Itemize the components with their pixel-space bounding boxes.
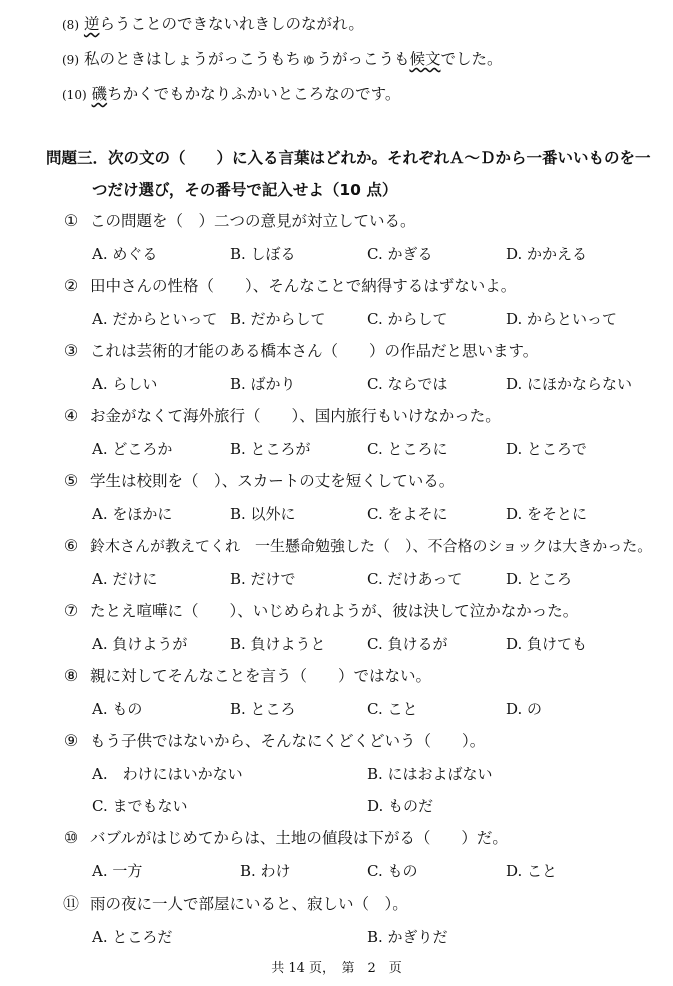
option-c[interactable]: C. ならでは: [367, 375, 448, 393]
option-b[interactable]: B. しぼる: [230, 245, 296, 263]
question-2: [62, 276, 516, 296]
reading-item-8: [62, 14, 364, 35]
item-text-post: ちかくでもかなりふかいところなのです。: [107, 85, 401, 103]
question-10: [62, 828, 508, 848]
question-number: ②: [63, 276, 79, 295]
question-1: [62, 211, 416, 231]
question-5: [62, 471, 454, 491]
options-row-1: [92, 244, 673, 264]
option-a[interactable]: A. をほかに: [92, 505, 173, 523]
option-a[interactable]: A. わけにはいかない: [92, 765, 243, 783]
options-row-11: [92, 927, 673, 947]
option-c[interactable]: C. をよそに: [367, 505, 448, 523]
option-d[interactable]: D. こと: [506, 862, 558, 880]
question-text: 鈴木さんが教えてくれ 一生懸命勉強した（ ）、不合格のショックは大きかった。: [90, 537, 653, 555]
underlined-word: 逆: [83, 15, 100, 33]
option-a[interactable]: A. もの: [92, 700, 143, 718]
question-number: ⑩: [63, 828, 79, 847]
options-row-7: [92, 634, 673, 654]
question-9: [62, 731, 485, 751]
option-d[interactable]: D. をそとに: [506, 505, 588, 523]
item-number: (9): [62, 53, 79, 67]
question-text: お金がなくて海外旅行（ ）、国内旅行もいけなかった。: [90, 407, 501, 425]
question-number: ⑥: [63, 536, 79, 555]
question-text: 雨の夜に一人で部屋にいると、寂しい（ ）。: [90, 895, 408, 913]
option-b[interactable]: B. 以外に: [230, 505, 296, 523]
option-c[interactable]: C. かぎる: [367, 245, 433, 263]
section-heading-line2: つだけ選び，その番号で記入せよ（10 点）: [92, 181, 398, 199]
option-b[interactable]: B. ばかり: [230, 375, 296, 393]
option-d[interactable]: D. ところ: [506, 570, 573, 588]
reading-item-9: [62, 49, 502, 70]
option-c[interactable]: C. ところに: [367, 440, 448, 458]
option-c[interactable]: C. からして: [367, 310, 448, 328]
option-b[interactable]: B. わけ: [240, 862, 291, 880]
option-c[interactable]: C. もの: [367, 862, 418, 880]
reading-item-10: [62, 84, 400, 105]
question-8: [62, 666, 431, 686]
option-a[interactable]: A. 一方: [92, 862, 143, 880]
options-row-3: [92, 374, 673, 394]
question-text: 親に対してそんなことを言う（ ）ではない。: [90, 667, 432, 685]
option-a[interactable]: A. 負けようが: [92, 635, 188, 653]
question-7: [62, 601, 578, 621]
option-d[interactable]: D. の: [506, 700, 543, 718]
options-row-9b: [92, 796, 673, 816]
question-number: ⑧: [63, 666, 79, 685]
option-a[interactable]: A. めぐる: [92, 245, 158, 263]
option-a[interactable]: A. どころか: [92, 440, 173, 458]
question-text: たとえ喧嘩に（ ）、いじめられようが、彼は決して泣かなかった。: [90, 602, 579, 620]
option-d[interactable]: D. ところで: [506, 440, 587, 458]
question-text: バブルがはじめてからは、土地の値段は下がる（ ）だ。: [90, 829, 508, 847]
option-b[interactable]: B. かぎりだ: [367, 928, 448, 946]
item-number: (8): [62, 18, 79, 32]
option-b[interactable]: B. 負けようと: [230, 635, 326, 653]
options-row-4: [92, 439, 673, 459]
option-b[interactable]: B. だからして: [230, 310, 326, 328]
option-c[interactable]: C. だけあって: [367, 570, 463, 588]
option-b[interactable]: B. ところ: [230, 700, 296, 718]
question-6: [62, 536, 652, 556]
item-number: (10): [62, 88, 87, 102]
option-c[interactable]: C. こと: [367, 700, 418, 718]
option-c[interactable]: C. 負けるが: [367, 635, 448, 653]
item-text-post: でした。: [440, 50, 503, 68]
option-d[interactable]: D. にほかならない: [506, 375, 633, 393]
question-3: [62, 341, 538, 361]
options-row-5: [92, 504, 673, 524]
option-d[interactable]: D. かかえる: [506, 245, 588, 263]
question-number: ⑨: [63, 731, 79, 750]
option-a[interactable]: A. らしい: [92, 375, 158, 393]
item-text-post: らうことのできないれきしのながれ。: [99, 15, 364, 33]
option-d[interactable]: D. ものだ: [367, 797, 434, 815]
underlined-word: 候文: [409, 50, 441, 68]
option-d[interactable]: D. からといって: [506, 310, 618, 328]
option-b[interactable]: B. だけで: [230, 570, 296, 588]
question-number: ⑤: [63, 471, 79, 490]
option-a[interactable]: A. だからといって: [92, 310, 218, 328]
question-text: もう子供ではないから、そんなにくどくどいう（ ）。: [90, 732, 486, 750]
option-a[interactable]: A. ところだ: [92, 928, 173, 946]
question-text: 田中さんの性格（ ）、そんなことで納得するはずないよ。: [90, 277, 517, 295]
question-11: [62, 894, 408, 914]
option-c[interactable]: C. までもない: [92, 797, 188, 815]
option-a[interactable]: A. だけに: [92, 570, 158, 588]
options-row-2: [92, 309, 673, 329]
question-number: ⑦: [63, 601, 79, 620]
question-text: 学生は校則を（ ）、スカートの丈を短くしている。: [90, 472, 455, 490]
question-text: これは芸術的才能のある橋本さん（ ）の作品だと思います。: [90, 342, 539, 360]
page-footer: 共 14 页， 第 2 页: [271, 961, 402, 976]
question-text: この問題を（ ）二つの意見が対立している。: [90, 212, 416, 230]
question-number: ③: [63, 341, 79, 360]
options-row-10: [92, 861, 673, 881]
option-b[interactable]: B. にはおよばない: [367, 765, 493, 783]
question-number: ④: [63, 406, 79, 425]
question-4: [62, 406, 501, 426]
options-row-9a: [92, 764, 673, 784]
options-row-6: [92, 569, 673, 589]
question-number: ①: [63, 211, 79, 230]
options-row-8: [92, 699, 673, 719]
underlined-word: 磯: [91, 85, 108, 103]
option-b[interactable]: B. ところが: [230, 440, 311, 458]
option-d[interactable]: D. 負けても: [506, 635, 588, 653]
question-number: ⑪: [62, 894, 79, 913]
section-heading-line1: 問題三．次の文の（ ）に入る言葉はどれか。それぞれＡ～Ｄから一番いいものを一: [46, 149, 651, 167]
item-text-pre: 私のときはしょうがっこうもちゅうがっこうも: [83, 50, 410, 68]
